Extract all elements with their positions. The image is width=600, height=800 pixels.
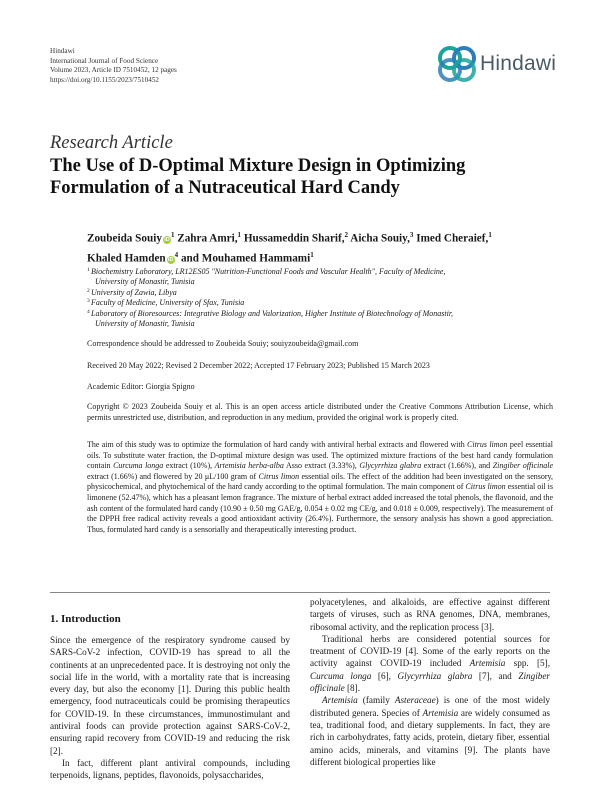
author-list	[87, 227, 557, 267]
affiliation-text: Faculty of Medicine, University of Sfax, Tunisia	[91, 298, 245, 308]
body-italic: Curcuma longa	[310, 670, 372, 681]
abstract-italic: Citrus limon	[465, 482, 506, 492]
abstract-italic: Curcuma longa	[113, 461, 164, 471]
affiliation-item	[87, 298, 557, 308]
journal-name: International Journal of Food Science	[50, 56, 159, 65]
body-italic: Zingiber officinale	[310, 670, 550, 694]
abstract-italic: Artemisia herba-alba	[214, 461, 284, 471]
hindawi-logo	[436, 44, 556, 84]
body-italic: Artemisia	[469, 658, 506, 669]
affiliation-number: 4	[87, 308, 90, 315]
body-paragraph	[310, 694, 550, 768]
abstract-italic: Zingiber officinale	[492, 461, 553, 471]
academic-editor: Academic Editor: Giorgia Spigno	[87, 382, 195, 391]
affiliation-item	[87, 309, 557, 330]
body-italic: Glycyrrhiza glabra	[397, 670, 473, 681]
copyright-notice: Copyright © 2023 Zoubeida Souiy et al. This is an open access article distributed under the Creative Commons Attribution License, which permits unrestricted use, distribution, and reproduction in any medium, provided the original work is properly cited.	[87, 402, 553, 422]
publisher-name: Hindawi	[50, 47, 75, 55]
orcid-icon[interactable]: iD	[164, 236, 170, 243]
affiliation-text: Laboratory of Bioresources: Integrative Biology and Valorization, Higher Institute of Biotechnology of Monastir,	[91, 308, 454, 318]
body-text: [7], and	[472, 670, 519, 681]
author-affiliation-number: 1	[237, 231, 242, 239]
author-affiliation-number: 3	[409, 231, 414, 239]
abstract-text: essential oil is limonene (52.47%), which has a pleasant lemon fragrance. The mixture of herbal extract added increased the total phenols, the flavonoid, and the ash content of the formulated hard candy (10.90 ± 0.50 mg GAE/g, 0.054 ± 0.02 mg CE/g, and 0.018 ± 0.009, respectively). The measurement of the DPPH free radical activity reveals a good antioxidant activity (26.4%). Furthermore, the sensory analysis has shown a good appreciation. Thus, formulated hard candy is a sensorially and therapeutically interesting product.	[87, 482, 554, 534]
body-column-left	[50, 634, 290, 782]
article-type: Research Article	[50, 133, 173, 153]
author-name[interactable]: Hussameddin Sharif,	[243, 232, 345, 245]
body-column-right	[310, 596, 550, 768]
abstract-text: peel essential oils. To substitute water fraction, the D-optimal mixture design was used. The optimized mixture fractions of the best hard candy formulation contain	[87, 440, 554, 471]
body-paragraph: In fact, different plant antiviral compounds, including terpenoids, lignans, peptides, flavonoids, polysaccharides,	[50, 757, 290, 781]
affiliation-item	[87, 267, 557, 288]
body-text: ) is one of the most widely distributed genera. Species of	[310, 695, 550, 718]
affiliation-text: University of Monastir, Tunisia	[95, 319, 195, 329]
affiliation-number: 2	[87, 287, 90, 294]
affiliation-text: Biochemistry Laboratory, LR12ES05 "Nutrition-Functional Foods and Vascular Health", Faculty of Medicine,	[91, 267, 446, 276]
body-paragraph	[310, 633, 550, 694]
author-affiliation-number: 1	[310, 251, 314, 260]
journal-header	[50, 47, 177, 85]
volume-info: Volume 2023, Article ID 7510452, 12 pages	[50, 66, 177, 75]
author-name[interactable]: Imed Cheraief,	[416, 232, 489, 245]
abstract-italic: Citrus limon	[467, 440, 508, 449]
abstract-text: The aim of this study was to optimize the formulation of hard candy with antiviral herbal extracts and flowered with	[87, 440, 468, 449]
abstract	[87, 440, 553, 535]
affiliation-text: University of Monastir, Tunisia	[95, 277, 195, 287]
publication-dates: Received 20 May 2022; Revised 2 December 2022; Accepted 17 February 2023; Published 15 March 2023	[87, 361, 430, 370]
author-name[interactable]: Mouhamed Hammami	[201, 252, 311, 265]
abstract-text: extract (10%),	[163, 461, 215, 471]
affiliation-number: 1	[87, 267, 90, 273]
author-name[interactable]: Zahra Amri,	[177, 232, 238, 245]
orcid-icon[interactable]: iD	[167, 256, 174, 263]
affiliation-number: 3	[87, 298, 90, 305]
body-text: [6],	[371, 670, 398, 681]
affiliation-item	[87, 288, 557, 298]
abstract-text: extract (1.66%), and	[421, 461, 493, 471]
author-affiliation-number: 1	[170, 231, 175, 239]
abstract-italic: Glycyrrhiza glabra	[359, 461, 422, 471]
body-italic: Asteraceae	[394, 695, 436, 706]
title-line-1: The Use of D-Optimal Mixture Design in Optimizing	[50, 156, 466, 176]
abstract-text: Asso extract (3.33%),	[283, 461, 360, 471]
section-heading: 1. Introduction	[50, 613, 121, 625]
body-text: Traditional herbs are considered potential sources for treatment of COVID-19 [4]. Some of the early reports on the activity against COVID-19 included	[310, 633, 550, 669]
abstract-text: essential oils. The effect of the addition had been investigated on the sensory, physicochemical, and phytochemical of the hard candy according to the optimal formulation. The main component of	[87, 471, 554, 492]
hindawi-logo-icon	[436, 44, 478, 84]
author-name[interactable]: Khaled Hamden	[87, 252, 166, 265]
abstract-italic: Citrus limon	[258, 471, 300, 481]
author-affiliation-number: 1	[488, 231, 492, 239]
affiliation-list	[87, 267, 557, 329]
body-paragraph: Since the emergence of the respiratory syndrome caused by SARS-CoV-2 infection, COVID-19 has spread to all the continents at an unprecedented pace. It is destroying not only the social life in the world, with a mortality rate that is increasing every day, but also the economy [1]. During this public health emergency, food nutraceuticals could be promising therapeutics for COVID-19. In these circumstances, immunostimulant and antiviral foods can provide protection against SARS-CoV-2, ensuring rapid recovery from COVID-19 and reducing the risk [2].	[50, 635, 290, 756]
body-text: (family	[357, 695, 395, 706]
title-line-2: Formulation of a Nutraceutical Hard Candy	[50, 177, 400, 198]
abstract-text: extract (1.66%) and flowered by 20 μL/100 gram of	[87, 471, 259, 481]
body-text: spp. [5],	[505, 658, 550, 669]
body-text: [8].	[344, 683, 361, 694]
author-conjunction: and	[180, 252, 199, 265]
body-italic: Artemisia	[422, 707, 459, 718]
doi-link[interactable]: https://doi.org/10.1155/2023/7510452	[50, 75, 160, 84]
logo-wordmark: Hindawi	[480, 52, 557, 75]
body-paragraph: polyacetylenes, and alkaloids, are effective against different targets of viruses, such as RNA genomes, DNA, membranes, ribosomal activity, and the replication process [3].	[310, 597, 550, 632]
section-divider	[50, 592, 550, 593]
author-name[interactable]: Zoubeida Souiy	[87, 232, 162, 245]
correspondence: Correspondence should be addressed to Zoubeida Souiy; souiyzoubeida@gmail.com	[87, 339, 359, 348]
author-affiliation-number: 2	[344, 231, 349, 239]
article-title	[50, 156, 550, 199]
body-text: are widely consumed as tea, traditional food, and dietary supplements. In fact, they are rich in carbohydrates, fatty acids, protein, dietary fiber, essential amino acids, minerals, and vitamins [9]. The plants have different biological properties like	[310, 707, 550, 767]
body-italic: Artemisia	[322, 695, 358, 706]
affiliation-text: University of Zawia, Libya	[91, 287, 177, 297]
author-affiliation-number: 4	[174, 251, 179, 260]
author-name[interactable]: Aicha Souiy,	[350, 232, 410, 245]
